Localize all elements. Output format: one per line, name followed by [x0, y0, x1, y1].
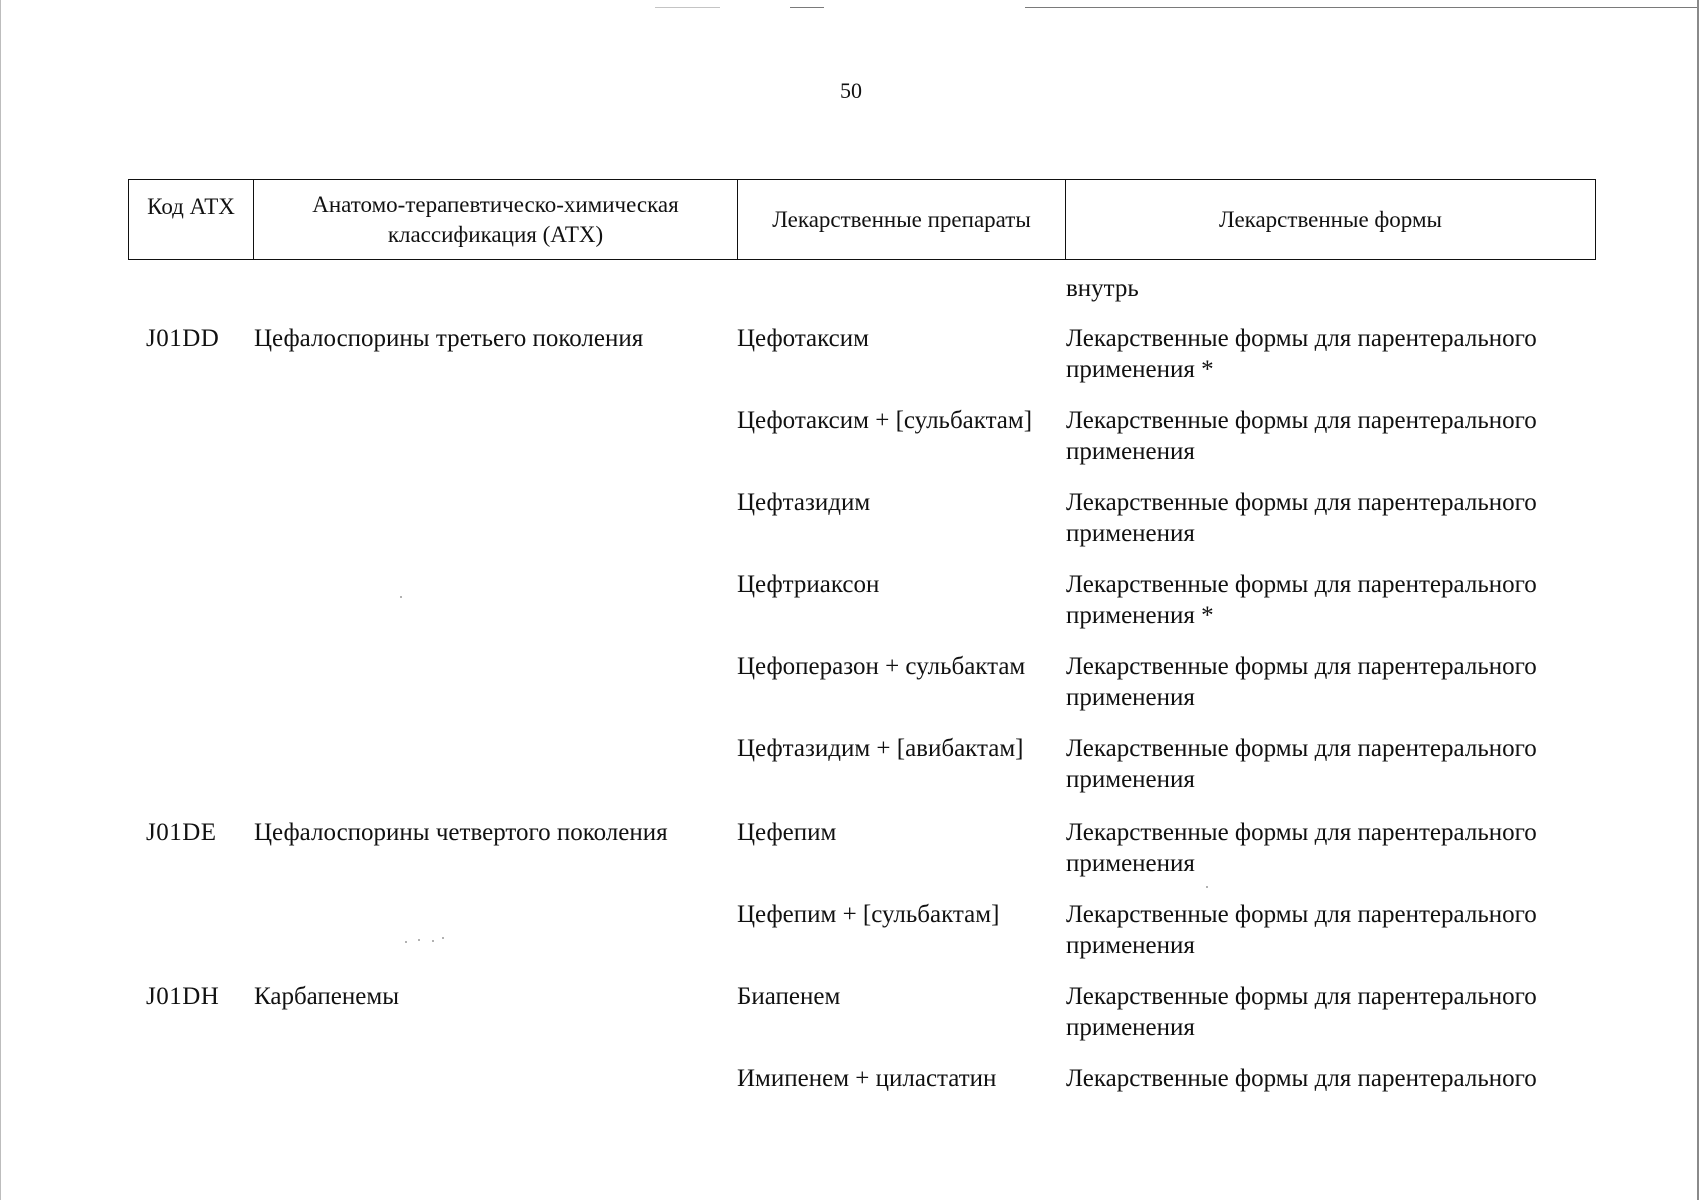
row-drug: Цефтриаксон: [737, 571, 880, 598]
row-drug: Биапенем: [737, 983, 841, 1010]
row-form: Лекарственные формы для парентерального применения *: [1066, 325, 1537, 383]
row-form: Лекарственные формы для парентерального применения: [1066, 819, 1537, 877]
header-drugs: Лекарственные препараты: [738, 180, 1066, 259]
row-atc: Цефалоспорины третьего поколения: [254, 325, 644, 352]
row-drug: Цефтазидим: [737, 489, 871, 516]
scan-speck: [418, 939, 420, 941]
row-form: Лекарственные формы для парентерального применения: [1066, 901, 1537, 959]
scan-mark-top-1: [790, 7, 824, 8]
row-form: Лекарственные формы для парентерального применения *: [1066, 571, 1537, 629]
row-form: внутрь: [1066, 275, 1139, 302]
row-form: Лекарственные формы для парентерального применения: [1066, 983, 1537, 1041]
header-code: Код АТХ: [129, 180, 254, 259]
row-code: J01DD: [146, 325, 220, 352]
row-drug: Цефотаксим + [сульбактам]: [737, 407, 1033, 434]
row-drug: Имипенем + циластатин: [737, 1065, 997, 1092]
row-drug: Цефотаксим: [737, 325, 869, 352]
scan-edge-left: [0, 0, 1, 1200]
header-dosage-forms: Лекарственные формы: [1219, 206, 1442, 232]
header-atc-classification: Анатомо-терапевтическо-химическая классификация (АТХ): [254, 180, 738, 259]
row-drug: Цефепим: [737, 819, 837, 846]
table-header: [128, 179, 1596, 260]
row-drug: Цефтазидим + [авибактам]: [737, 735, 1024, 762]
row-atc: Карбапенемы: [254, 983, 399, 1010]
row-atc: Цефалоспорины четвертого поколения: [254, 819, 668, 846]
scan-edge-right: [1697, 0, 1699, 1200]
scan-speck: [442, 937, 444, 939]
row-form: Лекарственные формы для парентерального применения: [1066, 653, 1537, 711]
row-form: Лекарственные формы для парентерального применения: [1066, 407, 1537, 465]
page-number: 50: [840, 78, 862, 103]
scan-speck: [432, 940, 434, 942]
scan-mark-top-3: [655, 7, 720, 8]
row-form: Лекарственные формы для парентерального: [1066, 1065, 1537, 1092]
row-form: Лекарственные формы для парентерального применения: [1066, 735, 1537, 793]
scan-mark-top-2: [1025, 7, 1697, 8]
scan-speck: [1206, 886, 1208, 888]
row-drug: Цефепим + [сульбактам]: [737, 901, 1000, 928]
scan-speck: [405, 941, 407, 943]
row-drug: Цефоперазон + сульбактам: [737, 653, 1026, 680]
scan-speck: [400, 596, 402, 598]
row-form: Лекарственные формы для парентерального применения: [1066, 489, 1537, 547]
row-code: J01DE: [146, 819, 217, 846]
row-code: J01DH: [146, 983, 220, 1010]
